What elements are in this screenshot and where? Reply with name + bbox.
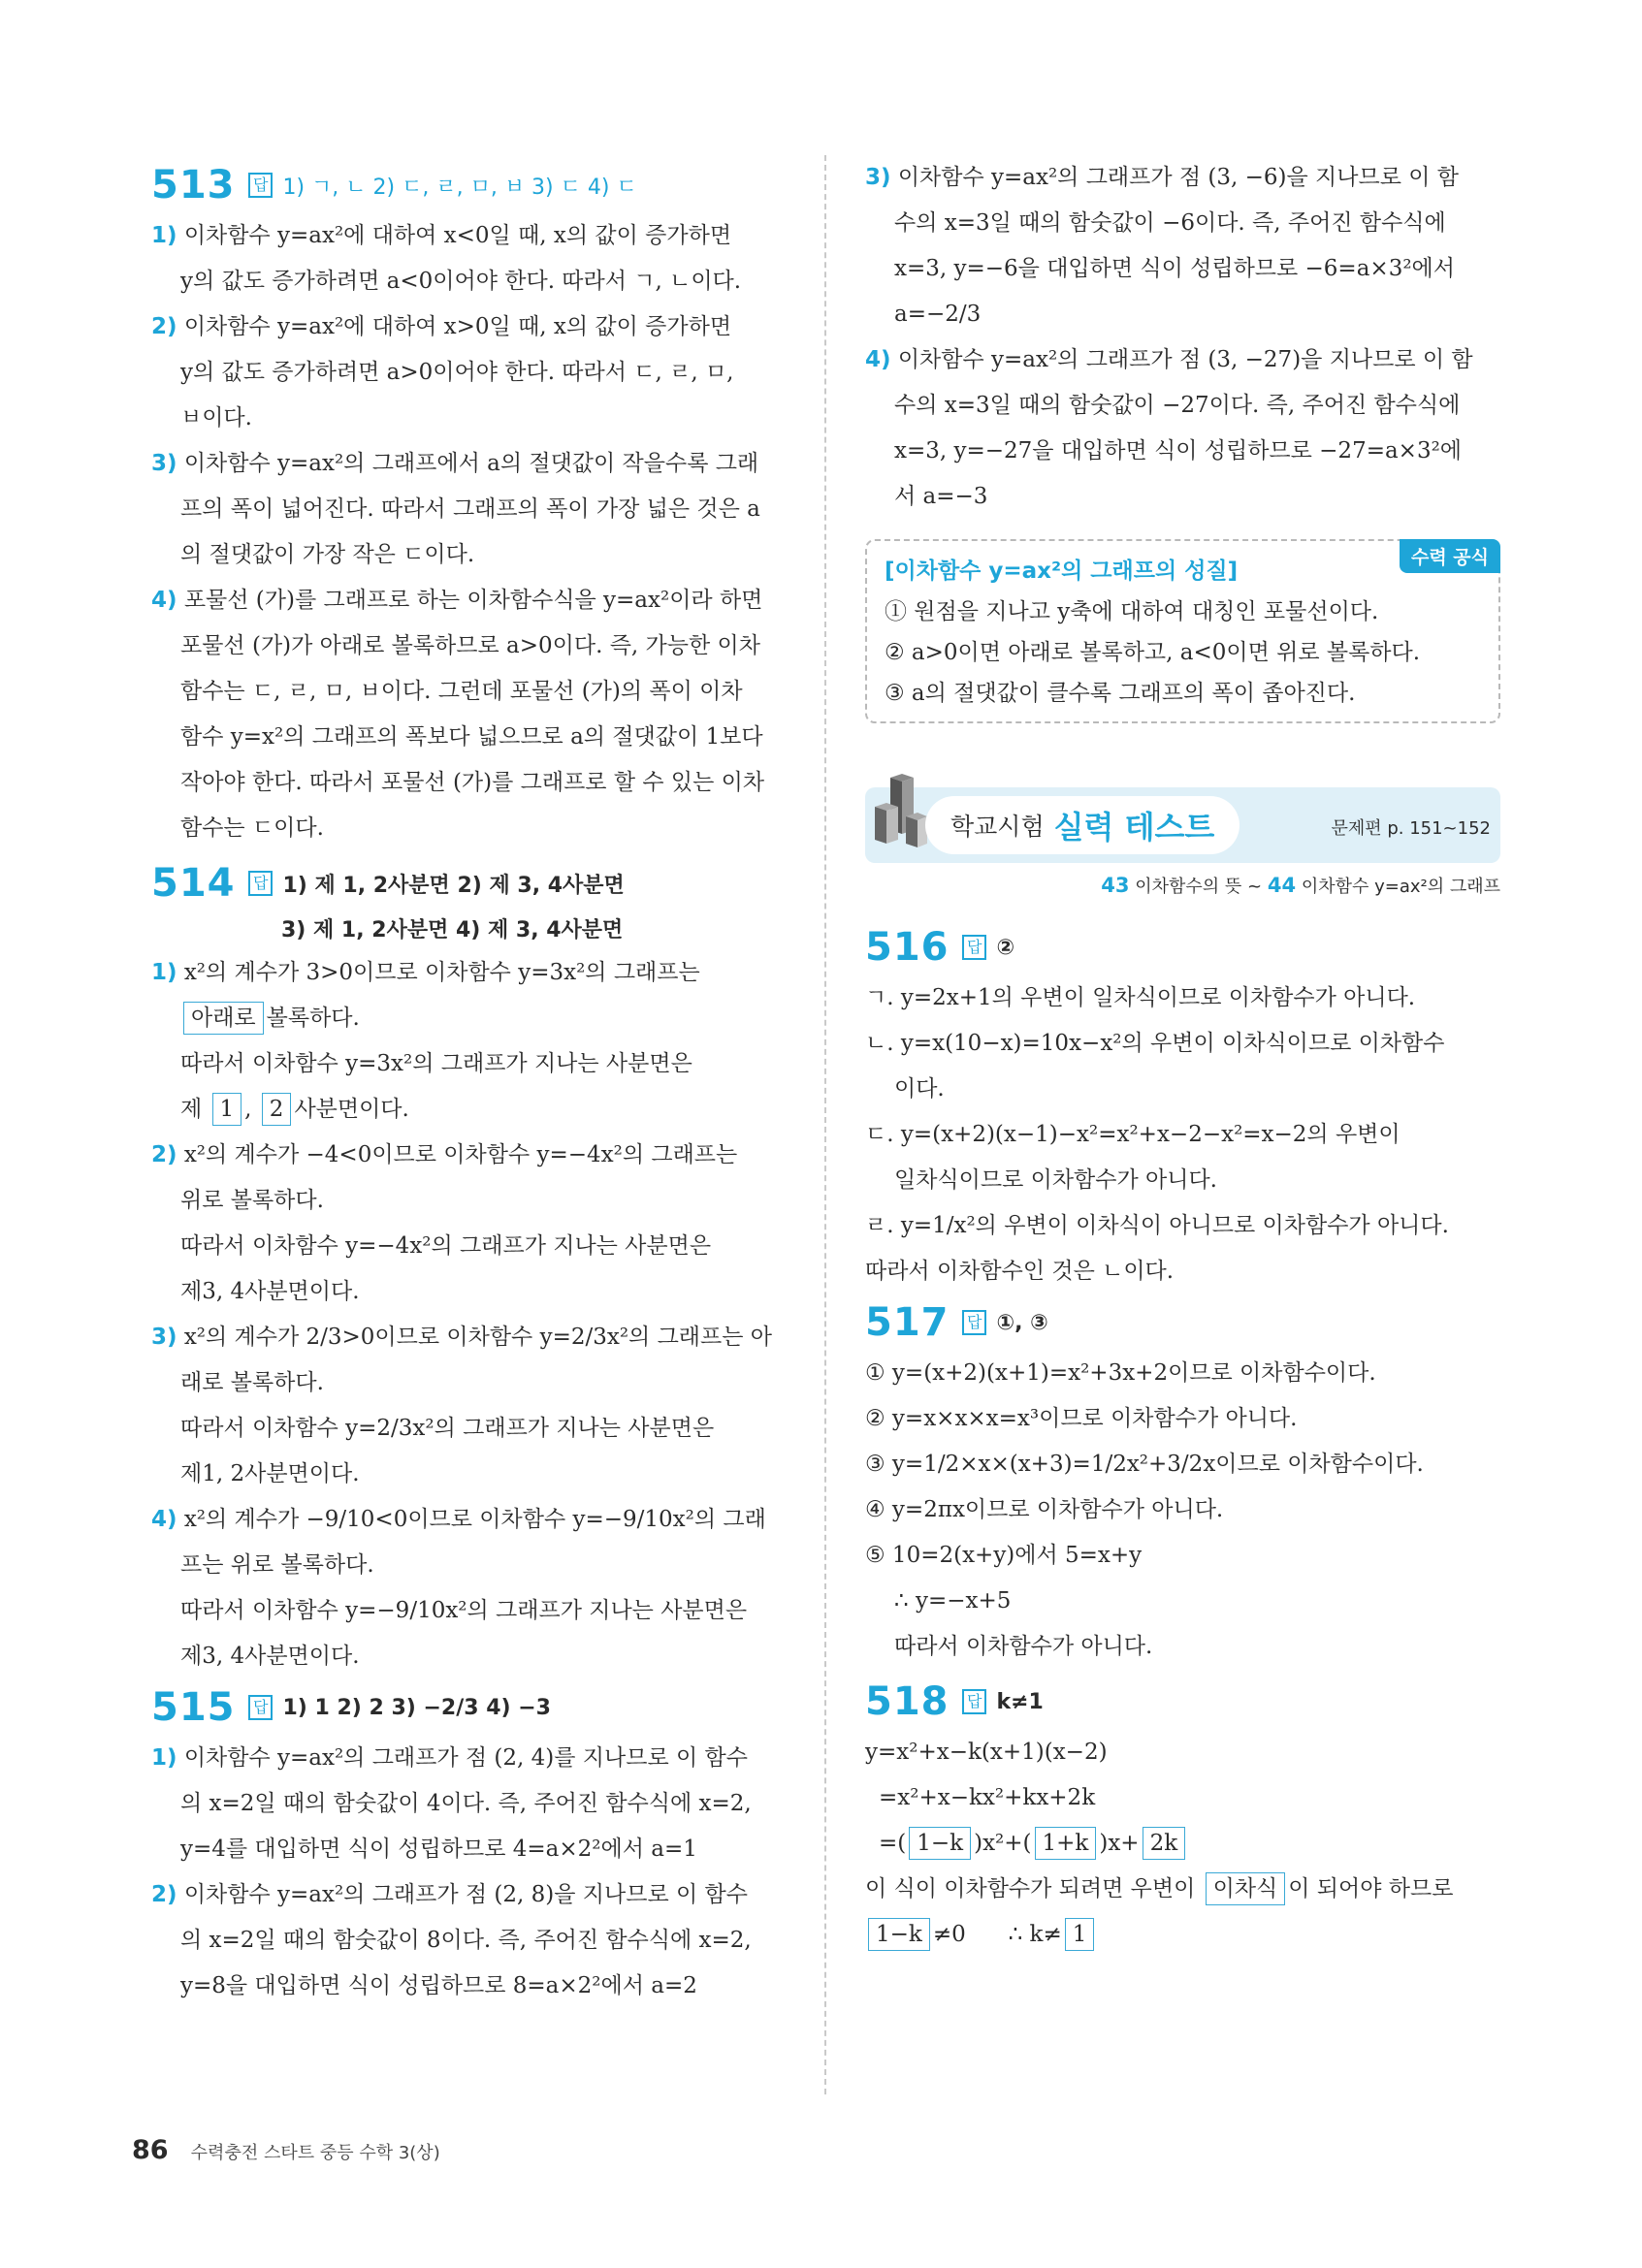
solution-line: 함수 y=x²의 그래프의 폭보다 넓으므로 a의 절댓값이 1보다 [180,724,763,750]
solution-line: 2) 이차함수 y=ax²에 대하여 x>0일 때, x의 값이 증가하면 [151,314,732,339]
solution-line: 4) 이차함수 y=ax²의 그래프가 점 (3, −27)을 지나므로 이 함 [865,347,1473,372]
banner-title: 학교시험 실력 테스트 [925,796,1240,854]
problem-517-solution [865,1351,1500,1670]
solution-line: ③ y=1/2×x×(x+3)=1/2x²+3/2x이므로 이차함수이다. [865,1452,1424,1477]
solution-line: 서 a=−3 [894,484,988,509]
section-banner [865,787,1500,863]
answer-tag: 답 [248,173,273,198]
problem-number: 514 [151,861,236,906]
formula-item: ② a>0이면 아래로 볼록하고, a<0이면 위로 볼록하다. [885,640,1421,665]
solution-line: 4) 포물선 (가)를 그래프로 하는 이차함수식을 y=ax²이라 하면 [151,588,763,613]
page-footer [132,2135,440,2165]
solution-line: ㄹ. y=1/x²의 우변이 이차식이 아니므로 이차함수가 아니다. [865,1213,1449,1238]
solution-line: ∴ y=−x+5 [894,1588,1012,1613]
problem-515-solution-continued [865,155,1500,520]
problem-number: 513 [151,163,236,208]
answer-text: ①, ③ [996,1310,1048,1335]
solution-line: x=3, y=−6을 대입하면 식이 성립하므로 −6=a×3²에서 [894,256,1455,281]
formula-title: [이차함수 y=ax²의 그래프의 성질] [885,559,1239,584]
formula-item: ③ a의 절댓값이 클수록 그래프의 폭이 좁아진다. [885,681,1356,706]
answer-tag: 답 [248,1695,273,1720]
solution-line: 2) 이차함수 y=ax²의 그래프가 점 (2, 8)을 지나므로 이 함수 [151,1882,748,1907]
solution-line: x=3, y=−27을 대입하면 식이 성립하므로 −27=a×3²에 [894,438,1463,463]
solution-line: 의 x=2일 때의 함숫값이 4이다. 즉, 주어진 함수식에 x=2, [180,1791,752,1816]
problem-516-header [865,925,1500,970]
solution-line: 따라서 이차함수인 것은 ㄴ이다. [865,1259,1175,1284]
fill-blank: 1−k [909,1827,971,1860]
solution-line: 3) 이차함수 y=ax²의 그래프가 점 (3, −6)을 지나므로 이 함 [865,165,1459,190]
answer-tag: 답 [962,935,986,960]
left-column [151,155,782,2009]
answer-tag: 답 [962,1689,986,1714]
solution-line: 일차식이므로 이차함수가 아니다. [894,1167,1217,1193]
answer-tag: 답 [248,871,273,896]
solution-line: 수의 x=3일 때의 함숫값이 −6이다. 즉, 주어진 함수식에 [894,210,1446,236]
problem-number: 515 [151,1685,236,1730]
formula-items [885,591,1481,714]
fill-blank: 1+k [1035,1827,1097,1860]
solution-line: 따라서 이차함수가 아니다. [894,1634,1153,1659]
building-blocks-icon [871,774,929,851]
page-reference: 문제편 p. 151~152 [1331,818,1491,839]
problem-515-solution [151,1736,782,2009]
formula-item: ① 원점을 지나고 y축에 대하여 대칭인 포물선이다. [885,599,1379,624]
solution-line: 1) 이차함수 y=ax²의 그래프가 점 (2, 4)를 지나므로 이 함수 [151,1745,748,1771]
solution-line: a=−2/3 [894,302,982,327]
problem-516-solution [865,975,1500,1294]
solution-line: ② y=x×x×x=x³이므로 이차함수가 아니다. [865,1406,1298,1431]
answer-text: 1) 제 1, 2사분면 2) 제 3, 4사분면 [282,873,625,898]
right-column [865,155,1500,1958]
fill-blank: 1 [1065,1918,1095,1951]
fill-blank: 아래로 [183,1002,264,1035]
solution-line: ㄱ. y=2x+1의 우변이 일차식이므로 이차함수가 아니다. [865,985,1416,1010]
problem-513-header [151,163,782,208]
solution-line: ㅂ이다. [180,405,252,431]
solution-line: 수의 x=3일 때의 함숫값이 −27이다. 즉, 주어진 함수식에 [894,393,1461,418]
problem-518-solution: y=x²+x−k(x+1)(x−2) =x²+x−kx²+kx+2k =( 1−k )x²+( 1+k )x+ 2k 이 식이 이차함수가 되려면 우변이 이차식 이 되어야 하므로 1−k ≠0 ∴ k≠ 1 [865,1730,1500,1958]
problem-517-header [865,1300,1500,1345]
problem-518-header [865,1679,1500,1724]
solution-line: ⑤ 10=2(x+y)에서 5=x+y [865,1543,1143,1568]
solution-line: 프의 폭이 넓어진다. 따라서 그래프의 폭이 가장 넓은 것은 a [180,496,760,522]
problem-513-solution [151,213,782,851]
column-divider [824,155,826,2094]
solution-line: 1) 이차함수 y=ax²에 대하여 x<0일 때, x의 값이 증가하면 [151,223,732,248]
problem-number: 518 [865,1679,950,1724]
solution-line: y=8을 대입하면 식이 성립하므로 8=a×2²에서 a=2 [180,1973,697,1998]
solution-line: ① y=(x+2)(x+1)=x²+3x+2이므로 이차함수이다. [865,1360,1376,1386]
formula-box [865,539,1500,723]
solution-line: ㄷ. y=(x+2)(x−1)−x²=x²+x−2−x²=x−2의 우변이 [865,1122,1401,1147]
solution-line: 의 절댓값이 가장 작은 ㄷ이다. [180,542,475,567]
solution-line: 의 x=2일 때의 함숫값이 8이다. 즉, 주어진 함수식에 x=2, [180,1928,752,1953]
page-number: 86 [132,2135,169,2165]
book-title: 수력충전 스타트 중등 수학 3(상) [190,2143,440,2163]
solution-line: y의 값도 증가하려면 a<0이어야 한다. 따라서 ㄱ, ㄴ이다. [180,269,742,294]
problem-515-header [151,1685,782,1730]
answer-text: k≠1 [996,1689,1044,1714]
solution-line: 함수는 ㄷ이다. [180,815,324,841]
fill-blank: 이차식 [1206,1872,1286,1905]
answer-text: 1) 1 2) 2 3) −2/3 4) −3 [282,1695,551,1720]
problem-514-header [151,861,782,906]
formula-tag: 수력 공식 [1400,539,1500,573]
answer-tag: 답 [962,1310,986,1335]
solution-line: ㄴ. y=x(10−x)=10x−x²의 우변이 이차식이므로 이차함수 [865,1031,1445,1056]
fill-blank: 2k [1143,1827,1186,1860]
fill-blank: 1−k [868,1918,930,1951]
solution-line: y=4를 대입하면 식이 성립하므로 4=a×2²에서 a=1 [180,1837,697,1862]
problem-514-solution: 1) x²의 계수가 3>0이므로 이차함수 y=3x²의 그래프는 아래로 볼록하다. 따라서 이차함수 y=3x²의 그래프가 지나는 사분면은 제 1 , 2 사분면이다. 2) x²의 계수가 −4<0이므로 이차함수 y=−4x²의 그래프는 위로 볼록하다. 따라서 이차함수 y=−4x²의 그래프가 지나는 사분면은 제3, 4사분면이다. 3) x²의 계수가 2/3>0이므로 이차함수 y=2/3x²의 그래프는 아 래로 볼록하다. 따라서 이차함수 y=2/3x²의 그래프가 지나는 사분면은 제1, 2사분면이다. 4) x²의 계수가 −9/10<0이므로 이차함수 y=−9/10x²의 그래 프는 위로 볼록하다. 따라서 이차함수 y=−9/10x²의 그래프가 지나는 사분면은 제3, 4사분면이다. [151,960,772,1669]
answer-text: ② [996,935,1015,960]
solution-line: ④ y=2πx이므로 이차함수가 아니다. [865,1497,1224,1522]
problem-number: 517 [865,1300,950,1345]
solution-line: 작아야 한다. 따라서 포물선 (가)를 그래프로 할 수 있는 이차 [180,770,765,795]
solution-line: 함수는 ㄷ, ㄹ, ㅁ, ㅂ이다. 그런데 포물선 (가)의 폭이 이차 [180,679,743,704]
answer-text: 1) ㄱ, ㄴ 2) ㄷ, ㄹ, ㅁ, ㅂ 3) ㄷ 4) ㄷ [282,175,637,200]
solution-line: 포물선 (가)가 아래로 볼록하므로 a>0이다. 즉, 가능한 이차 [180,633,760,658]
section-subheading: 43 이차함수의 뜻 ~ 44 이차함수 y=ax²의 그래프 [1101,874,1500,897]
answer-text-line2: 3) 제 1, 2사분면 4) 제 3, 4사분면 [281,918,624,942]
solution-line: 이다. [894,1076,945,1102]
solution-line: y의 값도 증가하려면 a>0이어야 한다. 따라서 ㄷ, ㄹ, ㅁ, [180,360,734,385]
problem-number: 516 [865,925,950,970]
fill-blank: 2 [262,1093,292,1126]
solution-line: 3) 이차함수 y=ax²의 그래프에서 a의 절댓값이 작을수록 그래 [151,451,759,476]
fill-blank: 1 [212,1093,242,1126]
